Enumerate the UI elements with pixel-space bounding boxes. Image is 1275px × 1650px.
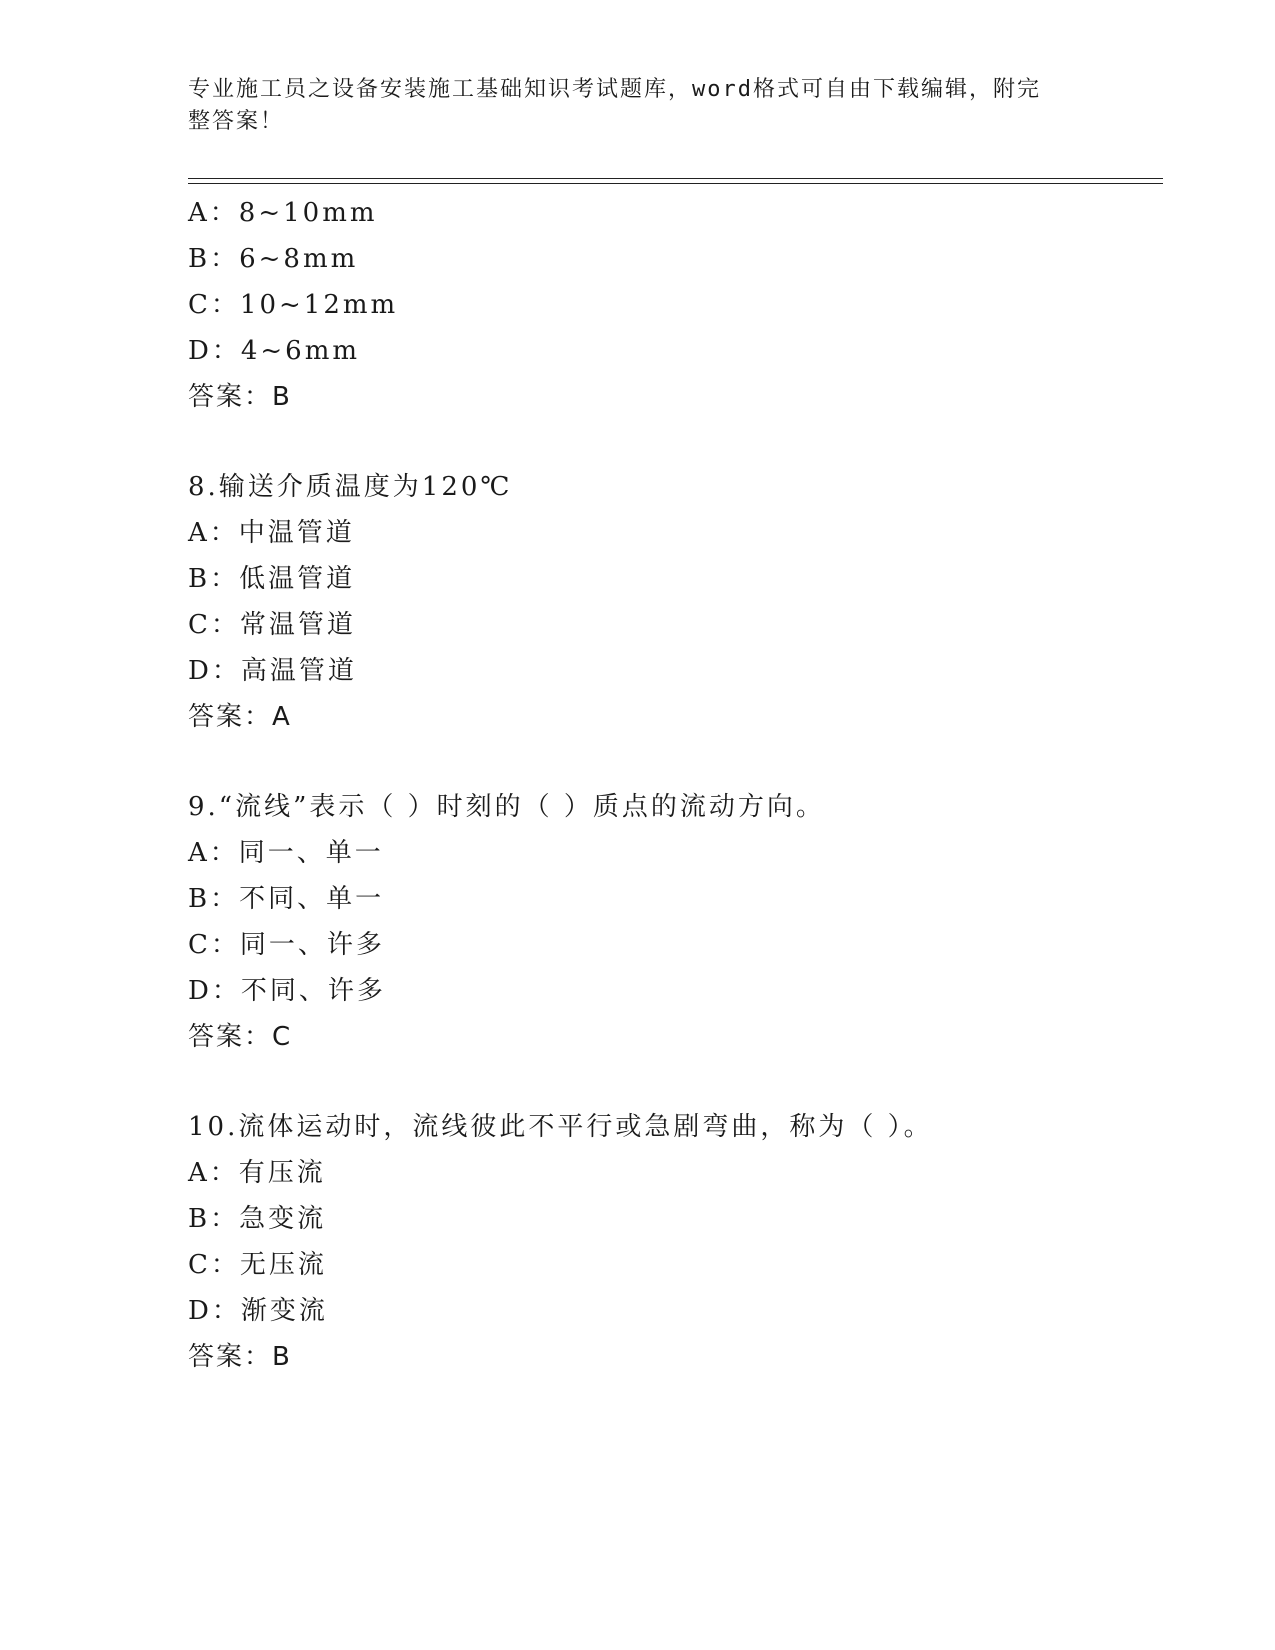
option-d: D：渐变流 — [188, 1296, 328, 1326]
answer-line: 答案：C — [188, 1022, 293, 1052]
option-c: C：无压流 — [188, 1250, 327, 1280]
question-text: 10.流体运动时，流线彼此不平行或急剧弯曲，称为（ ）。 — [188, 1112, 933, 1142]
question-8 — [188, 464, 1158, 740]
question-content — [188, 190, 1158, 1380]
option-b: B：6~8mm — [188, 244, 359, 274]
spacer — [188, 1060, 1158, 1104]
header-divider-top — [188, 178, 1163, 179]
spacer — [188, 420, 1158, 464]
option-a: A：同一、单一 — [188, 838, 384, 868]
answer-line: 答案：B — [188, 1342, 292, 1372]
spacer — [188, 740, 1158, 784]
option-c: C：同一、许多 — [188, 930, 385, 960]
answer-line: 答案：A — [188, 702, 292, 732]
question-9 — [188, 784, 1158, 1060]
question-text: 8.输送介质温度为120℃ — [188, 472, 513, 502]
option-b: B：不同、单一 — [188, 884, 385, 914]
option-d: D：高温管道 — [188, 656, 357, 686]
question-text: 9.“流线”表示（ ）时刻的（ ）质点的流动方向。 — [188, 792, 825, 822]
option-d: D：4~6mm — [188, 336, 361, 366]
question-7 — [188, 190, 1158, 420]
option-a: A：8~10mm — [188, 198, 378, 228]
option-a: A：中温管道 — [188, 518, 355, 548]
option-b: B：急变流 — [188, 1204, 327, 1234]
option-a: A：有压流 — [188, 1158, 326, 1188]
document-header — [188, 74, 1068, 138]
option-b: B：低温管道 — [188, 564, 356, 594]
header-divider-bottom — [188, 183, 1163, 184]
option-d: D：不同、许多 — [188, 976, 386, 1006]
question-10 — [188, 1104, 1158, 1380]
option-c: C：10~12mm — [188, 290, 399, 320]
header-line-2: 整答案！ — [188, 109, 285, 134]
header-line-1: 专业施工员之设备安装施工基础知识考试题库，word格式可自由下载编辑，附完 — [188, 77, 1041, 102]
answer-line: 答案：B — [188, 382, 292, 412]
option-c: C：常温管道 — [188, 610, 356, 640]
